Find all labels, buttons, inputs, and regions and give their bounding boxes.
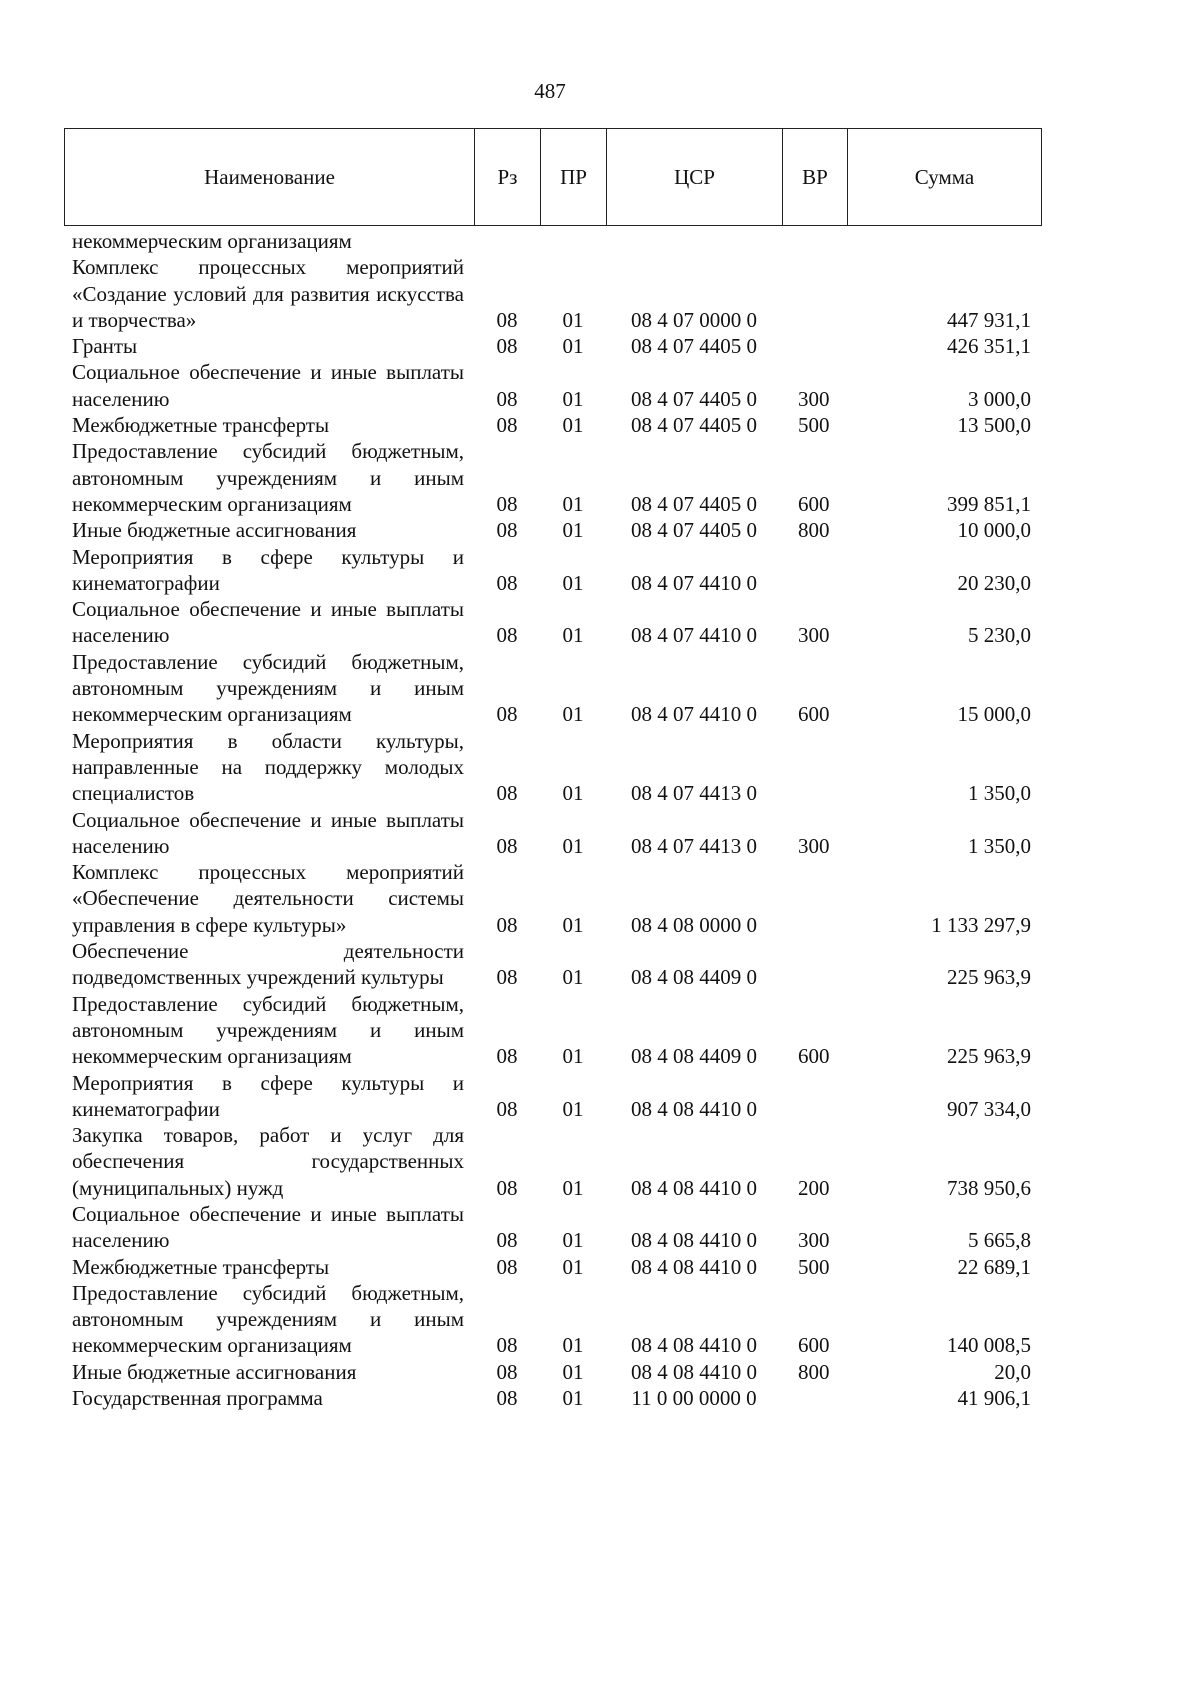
table-body: [64, 228, 1041, 1411]
cell-pr: 01: [562, 1096, 584, 1121]
cell-name: [64, 544, 474, 597]
cell-pr: 01: [562, 518, 584, 543]
row-name-text: Комплекс процессных мероприятий «Создание условий для развития искусства и творчества»: [72, 255, 464, 332]
cell-pr: 01: [562, 491, 584, 516]
cell-vr: 800: [798, 518, 830, 543]
cell-csr: 08 4 07 4410 0: [631, 623, 757, 648]
cell-rz: 08: [496, 491, 518, 516]
cell-vr: [782, 859, 847, 938]
cell-vr: 300: [798, 386, 830, 411]
cell-sum: 738 950,6: [947, 1175, 1031, 1200]
table-row: [64, 859, 1041, 938]
cell-pr: 01: [562, 1359, 584, 1384]
row-name-text: Иные бюджетные ассигнования: [72, 1359, 357, 1384]
row-name-text: Государственная программа: [72, 1386, 323, 1411]
cell-csr: 08 4 07 4405 0: [631, 334, 757, 359]
cell-name: [64, 938, 474, 991]
cell-vr: 500: [798, 1254, 830, 1279]
row-name-text: Обеспечение деятельности подведомственных учреждений культуры: [72, 939, 464, 990]
cell-name: [64, 412, 474, 438]
column-header-pr: ПР: [541, 129, 607, 226]
cell-sum: 1 350,0: [968, 833, 1031, 858]
cell-name: [64, 807, 474, 860]
cell-name: [64, 1070, 474, 1123]
cell-vr: 600: [798, 491, 830, 516]
cell-name: [64, 1385, 474, 1411]
cell-vr: [782, 938, 847, 991]
cell-csr: 08 4 08 4409 0: [631, 965, 757, 990]
cell-name: [64, 1201, 474, 1254]
cell-pr: 01: [562, 307, 584, 332]
cell-vr: [782, 544, 847, 597]
table-row: [64, 649, 1041, 728]
table-row: [64, 254, 1041, 333]
column-header-vr: ВР: [783, 129, 848, 226]
row-name-text: Социальное обеспечение и иные выплаты населению: [72, 360, 464, 411]
cell-name: [64, 254, 474, 333]
table-row: [64, 1201, 1041, 1254]
cell-pr: 01: [562, 781, 584, 806]
table-row: [64, 544, 1041, 597]
cell-vr: 300: [798, 833, 830, 858]
cell-pr: 01: [562, 1175, 584, 1200]
cell-name: [64, 728, 474, 807]
column-header-csr: ЦСР: [607, 129, 783, 226]
cell-pr: 01: [562, 1386, 584, 1411]
row-name-text: Социальное обеспечение и иные выплаты населению: [72, 807, 464, 858]
cell-pr: 01: [562, 386, 584, 411]
cell-csr: 08 4 08 4410 0: [631, 1254, 757, 1279]
cell-rz: 08: [496, 1254, 518, 1279]
cell-vr: [782, 1070, 847, 1123]
cell-sum: 10 000,0: [957, 518, 1031, 543]
cell-vr: [782, 333, 847, 359]
cell-rz: 08: [496, 623, 518, 648]
cell-name: [64, 1280, 474, 1359]
cell-pr: 01: [562, 1228, 584, 1253]
cell-sum: 22 689,1: [957, 1254, 1031, 1279]
cell-sum: 140 008,5: [947, 1333, 1031, 1358]
cell-rz: 08: [496, 1044, 518, 1069]
table-row: [64, 991, 1041, 1070]
column-header-sum: Сумма: [848, 129, 1042, 226]
row-name-text: Социальное обеспечение и иные выплаты населению: [72, 1201, 464, 1253]
table-row: [64, 1122, 1041, 1201]
cell-pr: 01: [562, 413, 584, 438]
row-name-text: Закупка товаров, работ и услуг для обеспечения государственных (муниципальных) нужд: [72, 1123, 464, 1200]
cell-vr: 600: [798, 702, 830, 727]
cell-sum: 399 851,1: [947, 491, 1031, 516]
cell-sum: 20,0: [994, 1359, 1031, 1384]
cell-rz: 08: [496, 1228, 518, 1253]
cell-sum: 41 906,1: [957, 1386, 1031, 1411]
cell-sum: 225 963,9: [947, 1044, 1031, 1069]
cell-csr: 08 4 08 0000 0: [631, 912, 757, 937]
cell-name: [64, 1359, 474, 1385]
cell-pr: 01: [562, 912, 584, 937]
cell-vr: 800: [798, 1359, 830, 1384]
cell-rz: 08: [496, 781, 518, 806]
cell-pr: 01: [562, 334, 584, 359]
cell-rz: 08: [496, 702, 518, 727]
cell-vr: [782, 1385, 847, 1411]
cell-pr: 01: [562, 1254, 584, 1279]
table-row: [64, 333, 1041, 359]
table-row: [64, 1385, 1041, 1411]
table-row: [64, 517, 1041, 543]
cell-name: [64, 596, 474, 649]
cell-name: [64, 991, 474, 1070]
cell-rz: 08: [496, 1175, 518, 1200]
cell-rz: 08: [496, 413, 518, 438]
row-name-text: Гранты: [72, 334, 138, 359]
cell-rz: 08: [496, 1096, 518, 1121]
cell-csr: 08 4 08 4410 0: [631, 1175, 757, 1200]
cell-vr: 300: [798, 1228, 830, 1253]
cell-rz: 08: [496, 912, 518, 937]
cell-sum: 426 351,1: [947, 334, 1031, 359]
budget-table: [64, 228, 1041, 1411]
cell-csr: [606, 228, 782, 254]
cell-sum: 13 500,0: [957, 413, 1031, 438]
row-name-text: Межбюджетные трансферты: [72, 1254, 330, 1279]
cell-name: [64, 228, 474, 254]
cell-csr: 08 4 08 4410 0: [631, 1359, 757, 1384]
cell-rz: 08: [496, 386, 518, 411]
cell-name: [64, 1122, 474, 1201]
cell-sum: 1 133 297,9: [931, 912, 1031, 937]
cell-sum: 1 350,0: [968, 781, 1031, 806]
cell-pr: 01: [562, 1044, 584, 1069]
table-header: [64, 128, 1042, 226]
cell-pr: 01: [562, 702, 584, 727]
cell-csr: 08 4 07 0000 0: [631, 307, 757, 332]
cell-name: [64, 517, 474, 543]
row-name-text: некоммерческим организациям: [72, 229, 352, 253]
cell-csr: 08 4 07 4405 0: [631, 518, 757, 543]
cell-vr: 200: [798, 1175, 830, 1200]
cell-pr: 01: [562, 833, 584, 858]
cell-rz: 08: [496, 570, 518, 595]
row-name-text: Мероприятия в области культуры, направленные на поддержку молодых специалистов: [72, 728, 464, 806]
cell-csr: 08 4 08 4410 0: [631, 1096, 757, 1121]
table-row: [64, 1359, 1041, 1385]
table-row: [64, 728, 1041, 807]
cell-rz: 08: [496, 1386, 518, 1411]
cell-rz: 08: [496, 307, 518, 332]
row-name-text: Социальное обеспечение и иные выплаты населению: [72, 597, 464, 648]
row-name-text: Иные бюджетные ассигнования: [72, 518, 357, 543]
cell-name: [64, 359, 474, 412]
table-row: [64, 1254, 1041, 1280]
cell-csr: 08 4 07 4413 0: [631, 781, 757, 806]
cell-rz: 08: [496, 1359, 518, 1384]
column-header-name: Наименование: [65, 129, 475, 226]
cell-vr: 300: [798, 623, 830, 648]
cell-sum: [847, 228, 1041, 254]
cell-pr: 01: [562, 965, 584, 990]
cell-csr: 08 4 08 4410 0: [631, 1228, 757, 1253]
cell-sum: 907 334,0: [947, 1096, 1031, 1121]
row-name-text: Предоставление субсидий бюджетным, автономным учреждениям и иным некоммерческим организациям: [72, 439, 464, 516]
cell-name: [64, 1254, 474, 1280]
cell-pr: 01: [562, 1333, 584, 1358]
table-row: [64, 1280, 1041, 1359]
row-name-text: Предоставление субсидий бюджетным, автономным учреждениям и иным некоммерческим организациям: [72, 649, 464, 727]
cell-vr: 600: [798, 1333, 830, 1358]
cell-vr: [782, 728, 847, 807]
cell-sum: 225 963,9: [947, 965, 1031, 990]
page-number: 487: [534, 79, 566, 103]
column-header-rz: Рз: [475, 129, 541, 226]
table-row: [64, 938, 1041, 991]
cell-vr: 600: [798, 1044, 830, 1069]
table-row: [64, 596, 1041, 649]
row-name-text: Межбюджетные трансферты: [72, 413, 330, 438]
cell-name: [64, 859, 474, 938]
cell-csr: 08 4 07 4405 0: [631, 386, 757, 411]
cell-rz: [474, 228, 540, 254]
cell-csr: 08 4 07 4410 0: [631, 570, 757, 595]
table-row: [64, 438, 1041, 517]
cell-pr: 01: [562, 570, 584, 595]
row-name-text: Предоставление субсидий бюджетным, автономным учреждениям и иным некоммерческим организациям: [72, 1280, 464, 1358]
cell-sum: 5 665,8: [968, 1228, 1031, 1253]
cell-csr: 08 4 08 4410 0: [631, 1333, 757, 1358]
table-row: [64, 412, 1041, 438]
cell-rz: 08: [496, 965, 518, 990]
table-row: [64, 359, 1041, 412]
row-name-text: Предоставление субсидий бюджетным, автономным учреждениям и иным некоммерческим организациям: [72, 991, 464, 1069]
cell-sum: 3 000,0: [968, 386, 1031, 411]
cell-sum: 5 230,0: [968, 623, 1031, 648]
cell-rz: 08: [496, 334, 518, 359]
cell-rz: 08: [496, 833, 518, 858]
row-name-text: Мероприятия в сфере культуры и кинематографии: [72, 544, 464, 595]
cell-rz: 08: [496, 518, 518, 543]
row-name-text: Мероприятия в сфере культуры и кинематографии: [72, 1070, 464, 1121]
cell-sum: 20 230,0: [957, 570, 1031, 595]
cell-csr: 08 4 07 4405 0: [631, 413, 757, 438]
row-name-text: Комплекс процессных мероприятий «Обеспечение деятельности системы управления в сфере культуры»: [72, 860, 464, 937]
table-row: [64, 228, 1041, 254]
cell-rz: 08: [496, 1333, 518, 1358]
cell-vr: [782, 228, 847, 254]
table-row: [64, 1070, 1041, 1123]
cell-csr: 08 4 07 4405 0: [631, 491, 757, 516]
cell-pr: 01: [562, 623, 584, 648]
table-row: [64, 807, 1041, 860]
cell-name: [64, 333, 474, 359]
cell-csr: 08 4 07 4410 0: [631, 702, 757, 727]
cell-csr: 08 4 07 4413 0: [631, 833, 757, 858]
cell-sum: 447 931,1: [947, 307, 1031, 332]
cell-name: [64, 438, 474, 517]
cell-pr: [540, 228, 606, 254]
cell-vr: 500: [798, 413, 830, 438]
cell-vr: [782, 254, 847, 333]
cell-sum: 15 000,0: [957, 702, 1031, 727]
cell-csr: 08 4 08 4409 0: [631, 1044, 757, 1069]
cell-csr: 11 0 00 0000 0: [631, 1386, 757, 1411]
cell-name: [64, 649, 474, 728]
